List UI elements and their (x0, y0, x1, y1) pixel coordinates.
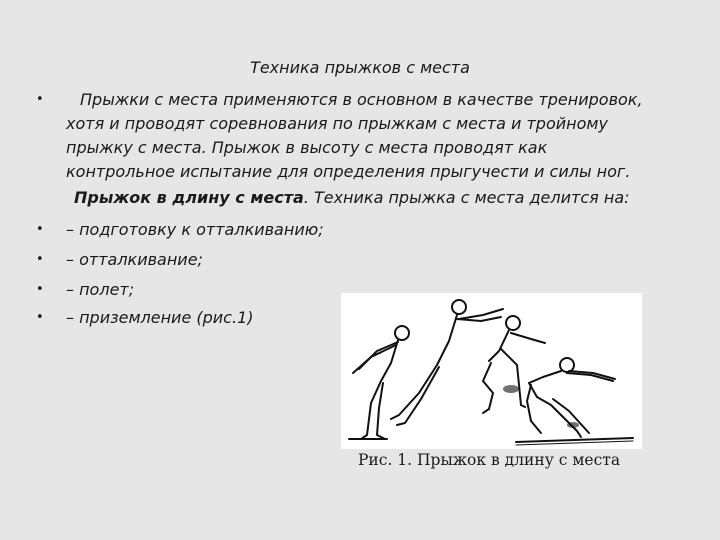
bullet-item: – приземление (рис.1) (66, 308, 254, 327)
long-jump-heading: Прыжок в длину с места (74, 188, 304, 207)
paragraph-line-2: хотя и проводят соревнования по прыжкам с места и тройному (66, 114, 608, 133)
paragraph-line-5 (74, 186, 630, 210)
athlete-flight-icon (483, 316, 545, 413)
paragraph-line-4: контрольное испытание для определения прыгучести и силы ног. (66, 162, 631, 181)
paragraph-line-1: Прыжки с места применяются в основном в качестве тренировок, (80, 90, 643, 109)
athlete-takeoff-icon (391, 300, 503, 425)
bullet-dot: • (36, 310, 44, 325)
bullet-item: – полет; (66, 280, 135, 299)
slide-title: Техника прыжков с места (250, 58, 470, 77)
long-jump-figure (341, 293, 642, 449)
paragraph-line-5-rest: . Техника прыжка с места делится на: (303, 188, 630, 207)
bullet-dot: • (36, 222, 44, 237)
bullet-dot: • (36, 92, 44, 107)
long-jump-illustration (341, 293, 642, 449)
bullet-dot: • (36, 252, 44, 267)
bullet-dot: • (36, 282, 44, 297)
bullet-item: – подготовку к отталкиванию; (66, 220, 324, 239)
paragraph-line-3: прыжку с места. Прыжок в высоту с места проводят как (66, 138, 548, 157)
figure-caption: Рис. 1. Прыжок в длину с места (358, 451, 621, 469)
athlete-preparation-icon (353, 326, 409, 439)
bullet-item: – отталкивание; (66, 250, 203, 269)
